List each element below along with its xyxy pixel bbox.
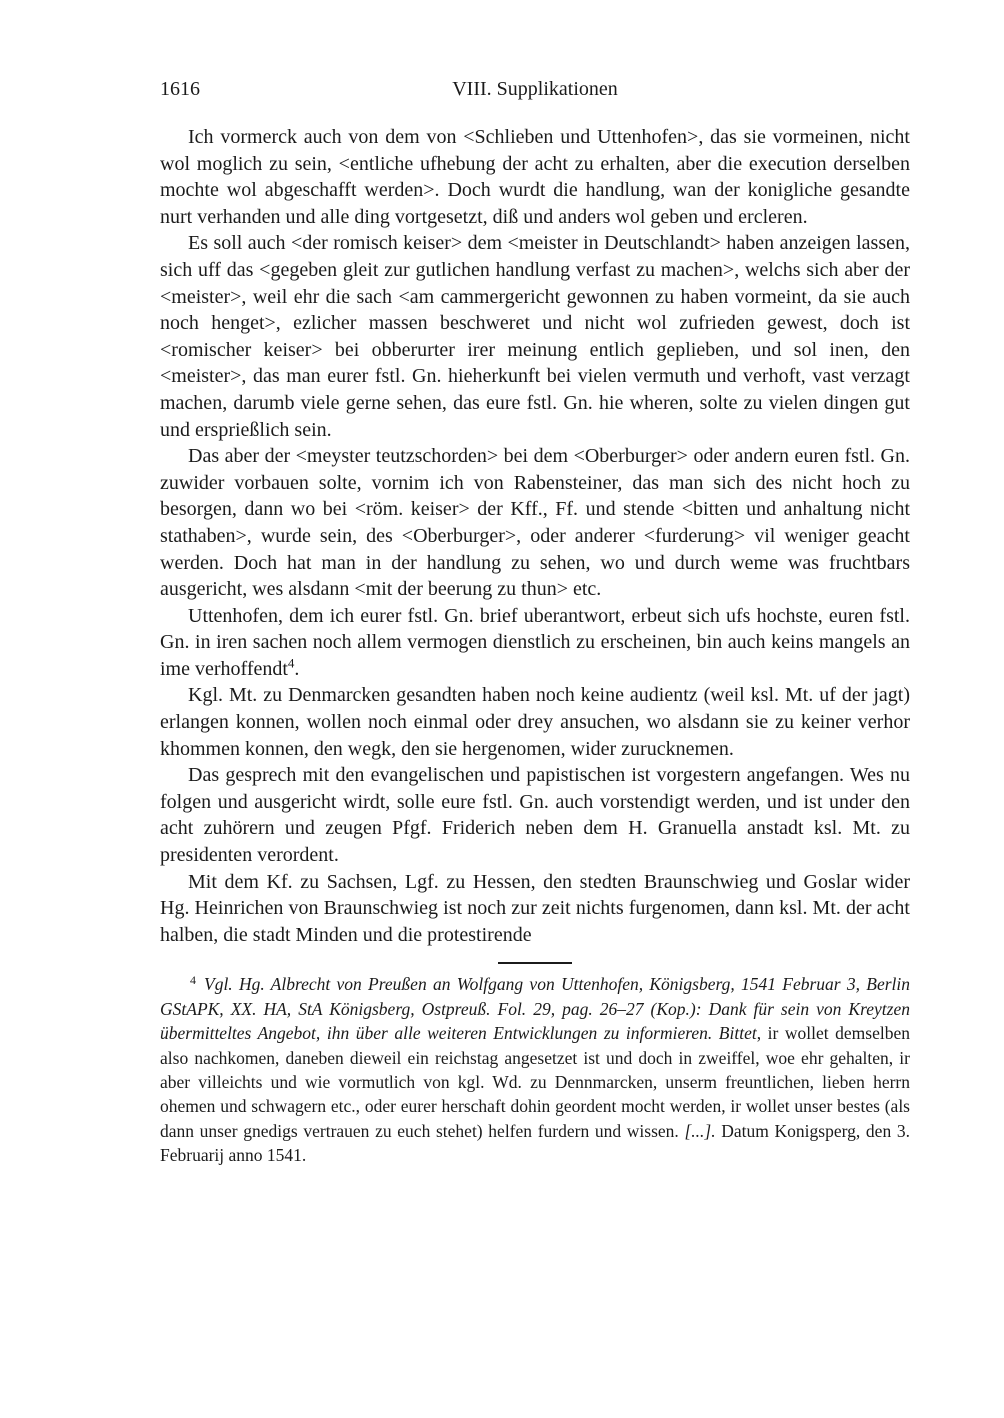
footnote-segment-ellipsis: [...].	[684, 1120, 716, 1141]
paragraph-4-after-ref: .	[294, 657, 300, 680]
paragraph-2-text: Es soll auch <der romisch keiser> dem <meister in Deutschlandt> haben anzeigen lassen, sich uff das <gegeben gleit zur gutlichen handlung verfast zu machen>, welchs sich aber der <meister>, weil ehr die sach <am cammergericht gewonnen zu haben vormeint, da sie auch noch henget>, ezlicher massen beschweret und nicht wol zufrieden gewest, doch ist <romischer keiser> bei obberurter irer meinung entlich geplieben, und sol inen, den <meister>, das man eurer fstl. Gn. hieherkunft bei vielen vermuth und verhoft, vast verzagt machen, darumb viele gerne sehen, das eure fstl. Gn. hie wheren, solte zu vielen dingen gut und ersprießlich sein.	[160, 232, 910, 441]
paragraph-6-text: Das gesprech mit den evangelischen und papistischen ist vorgestern angefangen. Wes nu folgen und ausgericht wirdt, solle eure fstl. Gn. auch vorstendigt werden, und ist under den acht zuhörern und zeugen Pfgf. Friderich neben dem H. Granuella anstadt ksl. Mt. zu presidenten verordent.	[160, 764, 910, 867]
footnote-segment-quote: , ir wollet demselben also nachkomen, daneben dieweil ein reichstag angesetzet ist und doch in zweiffel, woe ehr gehalten, ir aber villeichts und wie vormutlich von kgl. Wd. zu Dennmarcken, unserm freuntlichen, lieben herrn ohemen und schwagern etc., oder eurer herschaft dohin geordent mocht werden, ir wollet unser bestes (als dann unser gnedigs vertrauen zu euch stehet) helfen furdern und wissen.	[160, 1023, 910, 1141]
paragraph-7-text: Mit dem Kf. zu Sachsen, Lgf. zu Hessen, den stedten Braunschwieg und Goslar wider Hg. Heinrichen von Braunschwieg ist noch zur zeit nichts furgenomen, dann ksl. Mt. der acht halben, die stadt Minden und die protestirende	[160, 870, 910, 946]
footnote-block	[160, 972, 910, 1167]
paragraph-4-text: Uttenhofen, dem ich eurer fstl. Gn. brief uberantwort, erbeut sich ufs hochste, euren fstl. Gn. in iren sachen noch allem vermogen dienstlich zu erscheinen, bin auch keins mangels an ime verhoffendt	[160, 604, 910, 680]
paragraph-7	[160, 869, 910, 949]
body-text	[160, 124, 910, 948]
footnote-separator-rule	[498, 962, 572, 964]
paragraph-3-text: Das aber der <meyster teutzschorden> bei dem <Oberburger> oder andern euren fstl. Gn. zuwider vorbauen solte, vornim ich von Rabensteiner, das man sich des nicht hoch zu besorgen, dann wo bei <röm. keiser> der Kff., Ff. und stende <bitten und anhaltung nicht stathaben>, wurde sein, des <Oberburger>, oder anderer <furderung> vil weniger geacht werden. Doch hat man in der handlung zu sehen, wo und durch weme was fruchtbars ausgericht, wes alsdann <mit der beerung zu thun> etc.	[160, 445, 910, 601]
paragraph-6	[160, 762, 910, 868]
footnote-segment-citation: Vgl. Hg. Albrecht von Preußen an Wolfgang von Uttenhofen, Königsberg, 1541 Februar 3, Berlin GStAPK, XX. HA, StA Königsberg, Ostpreuß. Fol. 29, pag. 26–27 (Kop.): Dank für sein von Kreytzen übermitteltes Angebot, ihn über alle weiteren Entwicklungen zu informieren. Bittet	[160, 974, 910, 1044]
footnote-marker: 4	[190, 972, 196, 987]
paragraph-3	[160, 443, 910, 603]
paragraph-1	[160, 124, 910, 230]
paragraph-5	[160, 682, 910, 762]
running-head-title: VIII. Supplikationen	[452, 78, 618, 100]
running-header	[160, 76, 910, 102]
paragraph-1-text: Ich vormerck auch von dem von <Schlieben und Uttenhofen>, das sie vormeinen, nicht wol moglich zu sein, <entliche ufhebung der acht zu erhalten, aber die execution derselben mochte wol abgeschafft werden>. Doch wurdt die handlung, wan der konigliche gesandte nurt verhanden und alle ding vortgesetzt, diß und anders wol geben und ercleren.	[160, 126, 910, 228]
footnote-segment-datum: Datum Konigsperg, den 3. Februarij anno 1541.	[160, 1120, 910, 1166]
paragraph-2	[160, 230, 910, 443]
paragraph-5-text: Kgl. Mt. zu Denmarcken gesandten haben noch keine audientz (weil ksl. Mt. uf der jagt) erlangen konnen, wollen noch einmal oder drey ansuchen, wo alsdann sie zu keiner verhor khommen konnen, den wegk, den sie hergenomen, wider zurucknemen.	[160, 684, 910, 760]
footnote-4	[160, 972, 910, 1167]
paragraph-4	[160, 603, 910, 683]
footnote-reference-4: 4	[287, 655, 295, 671]
page-number: 1616	[160, 78, 200, 100]
